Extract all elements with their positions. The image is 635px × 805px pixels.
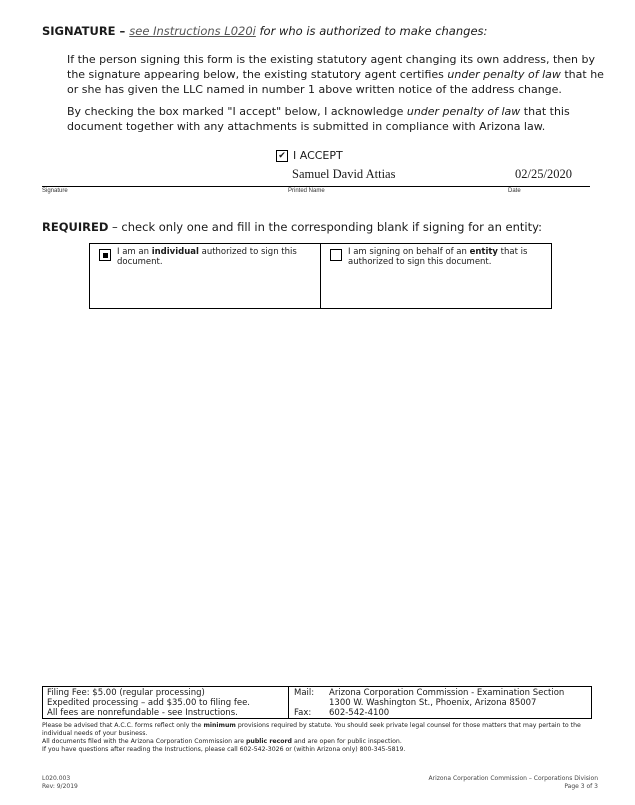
fax-label: Fax: <box>294 708 312 718</box>
signer-printed-name: Samuel David Attias <box>292 167 396 181</box>
page-number: Page 3 of 3 <box>564 783 598 790</box>
individual-option-text: I am an individual authorized to sign this document. <box>117 247 297 267</box>
i-accept-row[interactable] <box>276 149 343 162</box>
entity-option-text: I am signing on behalf of an entity that is authorized to sign this document. <box>348 247 528 267</box>
date-label: Date <box>508 188 521 194</box>
mail-address-line-1: Arizona Corporation Commission - Examination Section <box>329 688 565 698</box>
required-heading: REQUIRED – check only one and fill in the corresponding blank if signing for an entity: <box>42 220 542 234</box>
instructions-link[interactable]: see Instructions L020i <box>129 24 256 38</box>
option-entity[interactable] <box>320 244 551 308</box>
acknowledgement-text: By checking the box marked "I accept" below, I acknowledge under penalty of law that this document together with any attachments is submitted in compliance with Arizona law. <box>67 105 570 133</box>
signature-line <box>42 186 590 187</box>
accept-label: I ACCEPT <box>293 149 343 162</box>
individual-checkbox[interactable] <box>99 249 111 261</box>
contact-info <box>289 687 591 718</box>
option-individual[interactable] <box>90 244 320 308</box>
accept-checkbox[interactable] <box>276 150 288 162</box>
signature-heading: SIGNATURE – see Instructions L020i for who is authorized to make changes: <box>42 24 488 38</box>
mail-label: Mail: <box>294 688 315 698</box>
signer-type-box <box>89 243 552 309</box>
fax-number: 602-542-4100 <box>329 708 390 718</box>
fees-box <box>42 686 592 719</box>
page-footer: Arizona Corporation Commission – Corporations Division Page 3 of 3 <box>428 775 598 790</box>
entity-checkbox[interactable] <box>330 249 342 261</box>
fee-info: Filing Fee: $5.00 (regular processing) Expedited processing – add $35.00 to filing fee. All fees are nonrefundable - see Instructions. <box>43 687 289 718</box>
checked-square-icon <box>103 253 108 258</box>
signature-label: Signature <box>42 188 68 194</box>
checkmark-icon: ✔ <box>278 150 286 161</box>
signature-date: 02/25/2020 <box>515 167 572 181</box>
legal-notice: Please be advised that A.C.C. forms reflect only the minimum provisions required by statute. You should seek private legal counsel for those matters that may pertain to the individual needs of your business. All documents filed with the Arizona Corporation Commission are public record and are open for public inspection. If you have questions after reading the Instructions, please call 602-542-3026 or (within Arizona only) 800-345-5819. <box>42 722 581 753</box>
printed-name-label: Printed Name <box>288 188 325 194</box>
statutory-agent-certification: If the person signing this form is the existing statutory agent changing its own address, then by the signature appearing below, the existing statutory agent certifies under penalty of law that he or she has given the LLC named in number 1 above written notice of the address change. <box>67 53 604 96</box>
mail-address-line-2: 1300 W. Washington St., Phoenix, Arizona 85007 <box>329 698 537 708</box>
form-id: L020.003 Rev: 9/2019 <box>42 775 78 790</box>
